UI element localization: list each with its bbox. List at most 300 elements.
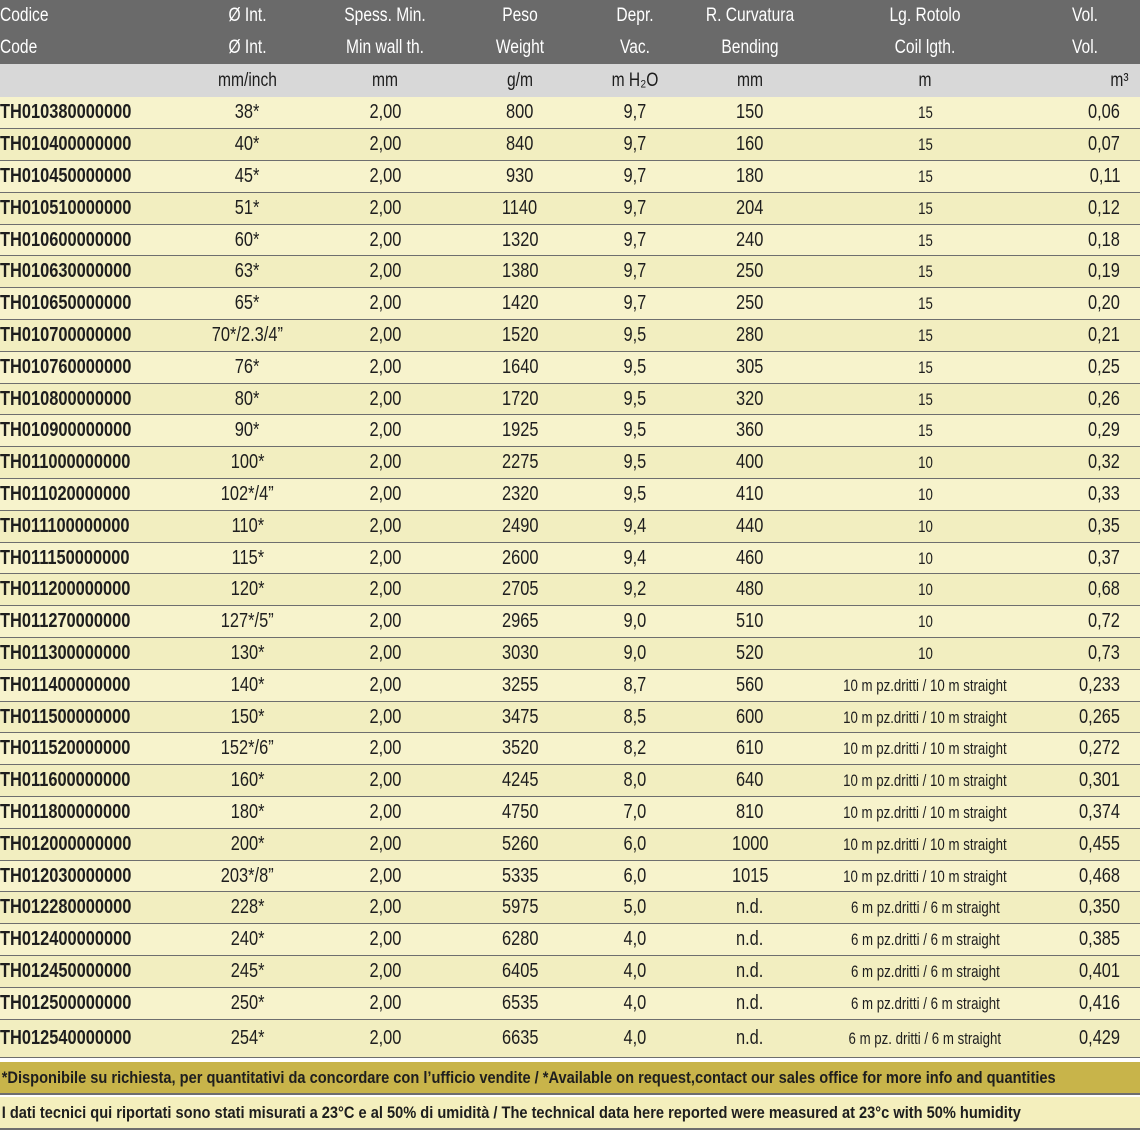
cell-vacuum: 8,5 [590, 701, 680, 733]
unit-vacuum: m H₂O [611, 69, 659, 91]
cell-coil-length: 6 m pz.dritti / 6 m straight [820, 956, 1030, 988]
cell-weight: 3475 [450, 701, 590, 733]
cell-volume: 0,25 [1030, 351, 1140, 383]
table-row [0, 97, 1140, 129]
cell-volume: 0,455 [1030, 828, 1140, 860]
cell-wall-thickness: 2,00 [320, 733, 450, 765]
cell-bending: 510 [680, 606, 820, 638]
cell-coil-length: 15 [820, 383, 1030, 415]
cell-volume: 0,32 [1030, 447, 1140, 479]
cell-inner-diameter: 38* [175, 97, 320, 129]
cell-wall-thickness: 2,00 [320, 415, 450, 447]
cell-volume: 0,35 [1030, 510, 1140, 542]
cell-wall-thickness: 2,00 [320, 97, 450, 129]
cell-volume: 0,385 [1030, 924, 1140, 956]
cell-volume: 0,11 [1030, 161, 1140, 193]
cell-weight: 1320 [450, 224, 590, 256]
cell-code: TH011400000000 [0, 669, 175, 701]
cell-inner-diameter: 60* [175, 224, 320, 256]
cell-volume: 0,416 [1030, 987, 1140, 1019]
cell-wall-thickness: 2,00 [320, 479, 450, 511]
table-row [0, 828, 1140, 860]
table-row [0, 129, 1140, 161]
cell-weight: 2600 [450, 542, 590, 574]
cell-bending: n.d. [680, 956, 820, 988]
cell-bending: 360 [680, 415, 820, 447]
cell-inner-diameter: 140* [175, 669, 320, 701]
cell-bending: 610 [680, 733, 820, 765]
cell-inner-diameter: 45* [175, 161, 320, 193]
cell-volume: 0,401 [1030, 956, 1140, 988]
cell-code: TH011000000000 [0, 447, 175, 479]
cell-inner-diameter: 160* [175, 765, 320, 797]
cell-wall-thickness: 2,00 [320, 797, 450, 829]
cell-coil-length: 10 [820, 542, 1030, 574]
header-coil-length-it: Lg. Rotolo [889, 5, 961, 26]
table-row [0, 510, 1140, 542]
cell-coil-length: 15 [820, 256, 1030, 288]
cell-code: TH012450000000 [0, 956, 175, 988]
cell-code: TH010650000000 [0, 288, 175, 320]
cell-weight: 4245 [450, 765, 590, 797]
cell-code: TH010450000000 [0, 161, 175, 193]
cell-bending: 440 [680, 510, 820, 542]
cell-vacuum: 6,0 [590, 828, 680, 860]
cell-volume: 0,07 [1030, 129, 1140, 161]
table-row [0, 574, 1140, 606]
cell-vacuum: 4,0 [590, 987, 680, 1019]
cell-inner-diameter: 110* [175, 510, 320, 542]
cell-weight: 2490 [450, 510, 590, 542]
cell-weight: 1720 [450, 383, 590, 415]
cell-bending: 280 [680, 320, 820, 352]
cell-wall-thickness: 2,00 [320, 606, 450, 638]
header-row-italian [0, 0, 1140, 32]
cell-weight: 2320 [450, 479, 590, 511]
table-row [0, 987, 1140, 1019]
cell-wall-thickness: 2,00 [320, 192, 450, 224]
cell-code: TH010600000000 [0, 224, 175, 256]
cell-coil-length: 10 m pz.dritti / 10 m straight [820, 701, 1030, 733]
cell-coil-length: 6 m pz. dritti / 6 m straight [820, 1019, 1030, 1057]
cell-vacuum: 9,5 [590, 447, 680, 479]
cell-code: TH011020000000 [0, 479, 175, 511]
cell-weight: 1520 [450, 320, 590, 352]
cell-coil-length: 10 m pz.dritti / 10 m straight [820, 733, 1030, 765]
cell-inner-diameter: 102*/4” [175, 479, 320, 511]
cell-inner-diameter: 228* [175, 892, 320, 924]
cell-volume: 0,350 [1030, 892, 1140, 924]
cell-bending: 1015 [680, 860, 820, 892]
cell-inner-diameter: 40* [175, 129, 320, 161]
cell-bending: 160 [680, 129, 820, 161]
cell-vacuum: 9,7 [590, 288, 680, 320]
header-vacuum-it: Depr. [616, 5, 654, 26]
cell-weight: 5260 [450, 828, 590, 860]
cell-wall-thickness: 2,00 [320, 320, 450, 352]
table-row [0, 192, 1140, 224]
cell-coil-length: 15 [820, 161, 1030, 193]
table-row [0, 638, 1140, 670]
cell-coil-length: 6 m pz.dritti / 6 m straight [820, 892, 1030, 924]
cell-inner-diameter: 180* [175, 797, 320, 829]
cell-wall-thickness: 2,00 [320, 924, 450, 956]
header-code-it: Codice [0, 5, 49, 26]
cell-volume: 0,272 [1030, 733, 1140, 765]
cell-volume: 0,37 [1030, 542, 1140, 574]
cell-inner-diameter: 152*/6” [175, 733, 320, 765]
cell-wall-thickness: 2,00 [320, 860, 450, 892]
cell-code: TH012540000000 [0, 1019, 175, 1057]
cell-code: TH011100000000 [0, 510, 175, 542]
cell-inner-diameter: 120* [175, 574, 320, 606]
unit-inner-diameter: mm/inch [218, 69, 277, 91]
cell-vacuum: 9,0 [590, 606, 680, 638]
header-bending-it: R. Curvatura [705, 5, 795, 26]
cell-weight: 3520 [450, 733, 590, 765]
cell-volume: 0,12 [1030, 192, 1140, 224]
header-coil-length-en: Coil lgth. [894, 37, 956, 58]
cell-weight: 800 [450, 97, 590, 129]
cell-vacuum: 9,7 [590, 97, 680, 129]
cell-bending: 460 [680, 542, 820, 574]
table-row [0, 415, 1140, 447]
cell-wall-thickness: 2,00 [320, 1019, 450, 1057]
cell-bending: n.d. [680, 987, 820, 1019]
table-row [0, 797, 1140, 829]
unit-code [16, 64, 160, 97]
cell-vacuum: 9,2 [590, 574, 680, 606]
cell-weight: 2275 [450, 447, 590, 479]
cell-wall-thickness: 2,00 [320, 669, 450, 701]
cell-wall-thickness: 2,00 [320, 574, 450, 606]
table-row [0, 256, 1140, 288]
cell-bending: 250 [680, 288, 820, 320]
cell-vacuum: 8,0 [590, 765, 680, 797]
cell-code: TH012500000000 [0, 987, 175, 1019]
cell-wall-thickness: 2,00 [320, 638, 450, 670]
table-row [0, 351, 1140, 383]
cell-coil-length: 10 m pz.dritti / 10 m straight [820, 797, 1030, 829]
cell-inner-diameter: 240* [175, 924, 320, 956]
cell-bending: 180 [680, 161, 820, 193]
table-row [0, 606, 1140, 638]
cell-code: TH012280000000 [0, 892, 175, 924]
cell-bending: 640 [680, 765, 820, 797]
cell-code: TH011600000000 [0, 765, 175, 797]
header-wall-thickness-it: Spess. Min. [344, 5, 426, 26]
cell-vacuum: 9,4 [590, 510, 680, 542]
cell-vacuum: 9,7 [590, 224, 680, 256]
table-row [0, 956, 1140, 988]
measurement-note: I dati tecnici qui riportati sono stati misurati a 23°C e al 50% di umidità / The technical data here reported were measured at 23°c with 50% humidity [0, 1097, 1140, 1130]
cell-bending: 305 [680, 351, 820, 383]
header-row-english [0, 32, 1140, 64]
cell-bending: 480 [680, 574, 820, 606]
header-vacuum-en: Vac. [619, 37, 651, 58]
table-row [0, 860, 1140, 892]
table-row [0, 224, 1140, 256]
table-row [0, 542, 1140, 574]
cell-volume: 0,468 [1030, 860, 1140, 892]
cell-inner-diameter: 80* [175, 383, 320, 415]
cell-weight: 5335 [450, 860, 590, 892]
cell-bending: 204 [680, 192, 820, 224]
cell-vacuum: 9,0 [590, 638, 680, 670]
cell-bending: 240 [680, 224, 820, 256]
cell-weight: 6635 [450, 1019, 590, 1057]
cell-weight: 3255 [450, 669, 590, 701]
cell-weight: 3030 [450, 638, 590, 670]
header-volume-en: Vol. [1071, 37, 1098, 58]
table-row [0, 161, 1140, 193]
cell-vacuum: 4,0 [590, 924, 680, 956]
cell-vacuum: 8,2 [590, 733, 680, 765]
cell-inner-diameter: 65* [175, 288, 320, 320]
table-row [0, 479, 1140, 511]
cell-volume: 0,233 [1030, 669, 1140, 701]
cell-coil-length: 10 [820, 606, 1030, 638]
cell-inner-diameter: 70*/2.3/4” [175, 320, 320, 352]
cell-inner-diameter: 254* [175, 1019, 320, 1057]
cell-vacuum: 9,7 [590, 256, 680, 288]
cell-coil-length: 15 [820, 415, 1030, 447]
table-body [0, 97, 1140, 1057]
table-row [0, 924, 1140, 956]
header-wall-thickness-en: Min wall th. [346, 37, 424, 58]
cell-weight: 6280 [450, 924, 590, 956]
cell-inner-diameter: 200* [175, 828, 320, 860]
cell-volume: 0,26 [1030, 383, 1140, 415]
cell-inner-diameter: 150* [175, 701, 320, 733]
cell-coil-length: 15 [820, 351, 1030, 383]
cell-coil-length: 10 m pz.dritti / 10 m straight [820, 765, 1030, 797]
cell-coil-length: 15 [820, 320, 1030, 352]
cell-volume: 0,265 [1030, 701, 1140, 733]
header-code-en: Code [0, 37, 38, 58]
cell-weight: 2965 [450, 606, 590, 638]
cell-wall-thickness: 2,00 [320, 288, 450, 320]
cell-coil-length: 10 m pz.dritti / 10 m straight [820, 828, 1030, 860]
cell-coil-length: 6 m pz.dritti / 6 m straight [820, 924, 1030, 956]
cell-volume: 0,429 [1030, 1019, 1140, 1057]
cell-volume: 0,19 [1030, 256, 1140, 288]
cell-weight: 1380 [450, 256, 590, 288]
cell-coil-length: 15 [820, 288, 1030, 320]
cell-code: TH012030000000 [0, 860, 175, 892]
cell-code: TH011800000000 [0, 797, 175, 829]
header-weight-it: Peso [502, 5, 538, 26]
cell-volume: 0,21 [1030, 320, 1140, 352]
cell-vacuum: 9,5 [590, 415, 680, 447]
cell-vacuum: 6,0 [590, 860, 680, 892]
cell-volume: 0,18 [1030, 224, 1140, 256]
cell-code: TH010800000000 [0, 383, 175, 415]
table-row [0, 288, 1140, 320]
cell-code: TH010900000000 [0, 415, 175, 447]
cell-wall-thickness: 2,00 [320, 542, 450, 574]
cell-inner-diameter: 115* [175, 542, 320, 574]
cell-coil-length: 10 [820, 510, 1030, 542]
cell-code: TH011300000000 [0, 638, 175, 670]
table-row [0, 765, 1140, 797]
cell-inner-diameter: 76* [175, 351, 320, 383]
cell-coil-length: 10 [820, 447, 1030, 479]
cell-vacuum: 9,5 [590, 479, 680, 511]
cell-volume: 0,73 [1030, 638, 1140, 670]
cell-vacuum: 9,5 [590, 320, 680, 352]
cell-weight: 5975 [450, 892, 590, 924]
cell-bending: 250 [680, 256, 820, 288]
cell-inner-diameter: 130* [175, 638, 320, 670]
cell-coil-length: 10 m pz.dritti / 10 m straight [820, 669, 1030, 701]
cell-coil-length: 15 [820, 97, 1030, 129]
cell-wall-thickness: 2,00 [320, 956, 450, 988]
cell-volume: 0,06 [1030, 97, 1140, 129]
cell-vacuum: 4,0 [590, 956, 680, 988]
cell-inner-diameter: 203*/8” [175, 860, 320, 892]
cell-vacuum: 9,5 [590, 351, 680, 383]
cell-inner-diameter: 90* [175, 415, 320, 447]
cell-volume: 0,20 [1030, 288, 1140, 320]
cell-vacuum: 4,0 [590, 1019, 680, 1057]
cell-weight: 1925 [450, 415, 590, 447]
cell-inner-diameter: 63* [175, 256, 320, 288]
cell-weight: 1140 [450, 192, 590, 224]
cell-weight: 840 [450, 129, 590, 161]
cell-coil-length: 10 [820, 574, 1030, 606]
table-row [0, 320, 1140, 352]
table-row [0, 733, 1140, 765]
cell-wall-thickness: 2,00 [320, 701, 450, 733]
header-weight-en: Weight [495, 37, 545, 58]
cell-code: TH010400000000 [0, 129, 175, 161]
cell-inner-diameter: 51* [175, 192, 320, 224]
cell-wall-thickness: 2,00 [320, 828, 450, 860]
unit-volume: m³ [1110, 69, 1129, 91]
table-row [0, 892, 1140, 924]
cell-bending: 560 [680, 669, 820, 701]
cell-weight: 930 [450, 161, 590, 193]
cell-inner-diameter: 100* [175, 447, 320, 479]
cell-bending: 1000 [680, 828, 820, 860]
cell-vacuum: 7,0 [590, 797, 680, 829]
availability-note: *Disponibile su richiesta, per quantitativi da concordare con l’ufficio vendite / *Available on request,contact our sales office for more info and quantities [0, 1062, 1140, 1095]
cell-coil-length: 15 [820, 129, 1030, 161]
cell-code: TH011500000000 [0, 701, 175, 733]
table-row [0, 383, 1140, 415]
cell-weight: 6405 [450, 956, 590, 988]
cell-inner-diameter: 245* [175, 956, 320, 988]
cell-weight: 4750 [450, 797, 590, 829]
cell-bending: 320 [680, 383, 820, 415]
cell-bending: n.d. [680, 892, 820, 924]
cell-code: TH011270000000 [0, 606, 175, 638]
cell-wall-thickness: 2,00 [320, 224, 450, 256]
cell-bending: 410 [680, 479, 820, 511]
cell-vacuum: 5,0 [590, 892, 680, 924]
unit-bending: mm [737, 69, 763, 91]
cell-vacuum: 8,7 [590, 669, 680, 701]
table-row [0, 669, 1140, 701]
cell-code: TH010700000000 [0, 320, 175, 352]
cell-wall-thickness: 2,00 [320, 765, 450, 797]
cell-bending: n.d. [680, 1019, 820, 1057]
cell-wall-thickness: 2,00 [320, 383, 450, 415]
cell-wall-thickness: 2,00 [320, 510, 450, 542]
cell-vacuum: 9,7 [590, 192, 680, 224]
cell-coil-length: 15 [820, 192, 1030, 224]
cell-code: TH010510000000 [0, 192, 175, 224]
cell-wall-thickness: 2,00 [320, 447, 450, 479]
cell-volume: 0,33 [1030, 479, 1140, 511]
cell-coil-length: 10 m pz.dritti / 10 m straight [820, 860, 1030, 892]
header-inner-diameter-en: Ø Int. [228, 37, 267, 58]
cell-inner-diameter: 127*/5” [175, 606, 320, 638]
cell-code: TH012400000000 [0, 924, 175, 956]
cell-coil-length: 10 [820, 638, 1030, 670]
header-bending-en: Bending [721, 37, 779, 58]
cell-code: TH011150000000 [0, 542, 175, 574]
cell-weight: 6535 [450, 987, 590, 1019]
cell-wall-thickness: 2,00 [320, 129, 450, 161]
unit-weight: g/m [507, 69, 533, 91]
cell-volume: 0,68 [1030, 574, 1140, 606]
cell-code: TH011200000000 [0, 574, 175, 606]
cell-wall-thickness: 2,00 [320, 351, 450, 383]
cell-vacuum: 9,4 [590, 542, 680, 574]
cell-coil-length: 10 [820, 479, 1030, 511]
header-volume-it: Vol. [1071, 5, 1098, 26]
cell-wall-thickness: 2,00 [320, 161, 450, 193]
cell-code: TH010380000000 [0, 97, 175, 129]
cell-volume: 0,374 [1030, 797, 1140, 829]
cell-code: TH011520000000 [0, 733, 175, 765]
cell-vacuum: 9,7 [590, 129, 680, 161]
table-row [0, 1019, 1140, 1057]
cell-bending: n.d. [680, 924, 820, 956]
cell-bending: 810 [680, 797, 820, 829]
header-row-units [0, 64, 1140, 97]
cell-wall-thickness: 2,00 [320, 987, 450, 1019]
unit-wall-thickness: mm [372, 69, 398, 91]
table-row [0, 447, 1140, 479]
cell-coil-length: 6 m pz.dritti / 6 m straight [820, 987, 1030, 1019]
cell-bending: 400 [680, 447, 820, 479]
cell-wall-thickness: 2,00 [320, 256, 450, 288]
unit-coil-length: m [918, 69, 932, 91]
cell-wall-thickness: 2,00 [320, 892, 450, 924]
cell-bending: 600 [680, 701, 820, 733]
cell-volume: 0,29 [1030, 415, 1140, 447]
cell-bending: 150 [680, 97, 820, 129]
cell-code: TH012000000000 [0, 828, 175, 860]
cell-weight: 1420 [450, 288, 590, 320]
cell-volume: 0,72 [1030, 606, 1140, 638]
cell-code: TH010760000000 [0, 351, 175, 383]
cell-inner-diameter: 250* [175, 987, 320, 1019]
cell-coil-length: 15 [820, 224, 1030, 256]
cell-weight: 2705 [450, 574, 590, 606]
cell-code: TH010630000000 [0, 256, 175, 288]
cell-vacuum: 9,5 [590, 383, 680, 415]
cell-vacuum: 9,7 [590, 161, 680, 193]
cell-volume: 0,301 [1030, 765, 1140, 797]
cell-weight: 1640 [450, 351, 590, 383]
cell-bending: 520 [680, 638, 820, 670]
header-inner-diameter-it: Ø Int. [228, 5, 267, 26]
table-row [0, 701, 1140, 733]
